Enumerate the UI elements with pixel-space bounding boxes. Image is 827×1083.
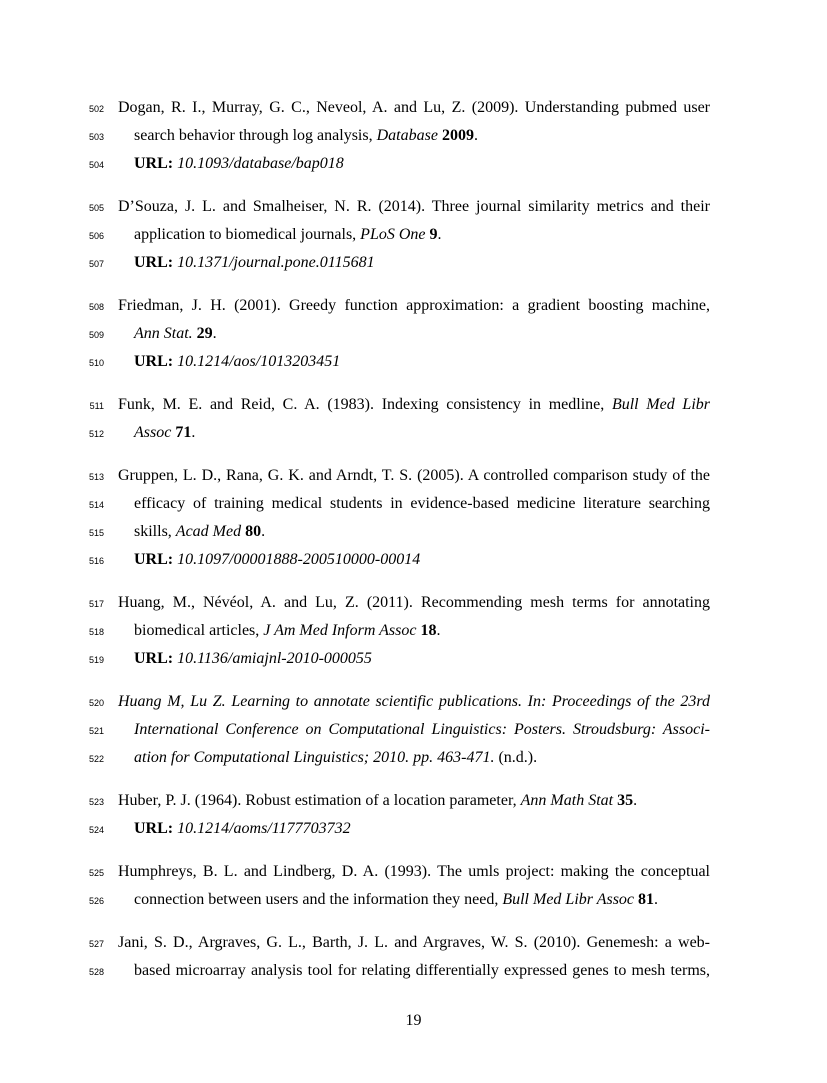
bold-text: 29 — [196, 325, 213, 342]
reference-line — [0, 649, 827, 677]
bold-text: 2009 — [441, 127, 474, 144]
line-number: 506 — [88, 231, 104, 241]
bold-text: URL: — [134, 551, 174, 568]
reference-text — [134, 225, 710, 245]
line-number: 523 — [88, 797, 104, 807]
bold-text: URL: — [134, 820, 174, 837]
italic-text: International Conference on Computational Linguistics: Posters. Stroudsburg: Associ- — [134, 721, 710, 738]
reference-line — [0, 890, 827, 918]
reference-line — [0, 748, 827, 776]
reference-line — [0, 791, 827, 819]
line-number: 505 — [88, 203, 104, 213]
line-number: 512 — [88, 429, 104, 439]
page-number: 19 — [405, 1012, 422, 1029]
line-number: 524 — [88, 825, 104, 835]
bold-text: 80 — [245, 523, 262, 540]
italic-text: Ann Stat. — [134, 325, 193, 342]
line-number: 527 — [88, 939, 104, 949]
line-number: 510 — [88, 358, 104, 368]
text-run: Friedman, J. H. (2001). Greedy function approximation: a gradient boosting machine, — [118, 297, 710, 314]
text-run: Huber, P. J. (1964). Robust estimation of a location parameter, — [118, 792, 521, 809]
reference-line — [0, 933, 827, 961]
line-number: 509 — [88, 330, 104, 340]
reference-text — [134, 819, 710, 839]
line-number: 521 — [88, 726, 104, 736]
reference-text — [134, 748, 710, 768]
reference-line — [0, 522, 827, 550]
bold-text: URL: — [134, 155, 174, 172]
italic-text: Database — [376, 127, 438, 144]
reference-line — [0, 720, 827, 748]
text-run: based microarray analysis tool for relating differentially expressed genes to mesh terms, — [134, 962, 710, 979]
line-number: 517 — [88, 599, 104, 609]
reference-text — [118, 98, 710, 118]
text-run: skills, — [134, 523, 176, 540]
italic-text: 10.1214/aos/1013203451 — [177, 353, 341, 370]
reference-text — [118, 197, 710, 217]
text-run: Jani, S. D., Argraves, G. L., Barth, J. L. and Argraves, W. S. (2010). Genemesh: a web- — [118, 934, 710, 951]
reference-line — [0, 423, 827, 451]
reference-text — [134, 649, 710, 669]
line-number: 513 — [88, 472, 104, 482]
text-run: application to biomedical journals, — [134, 226, 361, 243]
reference-line — [0, 253, 827, 281]
reference-text — [134, 522, 710, 542]
line-number: 515 — [88, 528, 104, 538]
reference-line — [0, 961, 827, 989]
reference-text — [134, 126, 710, 146]
text-run: . — [473, 127, 478, 144]
reference-text — [134, 154, 710, 174]
text-run: . — [654, 891, 659, 908]
bold-text: 9 — [429, 226, 438, 243]
reference-text — [118, 692, 710, 712]
italic-text: Bull Med Libr Assoc — [502, 891, 635, 908]
reference-text — [118, 791, 710, 811]
reference-line — [0, 352, 827, 380]
reference-text — [134, 890, 710, 910]
text-run: biomedical articles, — [134, 622, 264, 639]
line-number: 518 — [88, 627, 104, 637]
text-run: . — [436, 622, 441, 639]
reference-text — [134, 550, 710, 570]
reference-line — [0, 819, 827, 847]
italic-text: J Am Med Inform Assoc — [263, 622, 417, 639]
line-number: 504 — [88, 160, 104, 170]
reference-text — [118, 862, 710, 882]
reference-line — [0, 494, 827, 522]
line-number: 525 — [88, 868, 104, 878]
reference-line — [0, 126, 827, 154]
reference-text — [118, 593, 710, 613]
reference-line — [0, 621, 827, 649]
bold-text: URL: — [134, 254, 174, 271]
italic-text: 10.1214/aoms/1177703732 — [177, 820, 351, 837]
reference-text — [118, 933, 710, 953]
reference-text — [134, 494, 710, 514]
text-run: . — [437, 226, 442, 243]
reference-line — [0, 197, 827, 225]
bold-text: 18 — [420, 622, 437, 639]
line-number: 522 — [88, 754, 104, 764]
text-run: . — [212, 325, 217, 342]
italic-text: 10.1093/database/bap018 — [177, 155, 344, 172]
text-run: Dogan, R. I., Murray, G. C., Neveol, A. and Lu, Z. (2009). Understanding pubmed user — [118, 99, 710, 116]
reference-line — [0, 466, 827, 494]
line-number: 503 — [88, 132, 104, 142]
reference-text — [134, 324, 710, 344]
line-number: 526 — [88, 896, 104, 906]
italic-text: Assoc — [134, 424, 172, 441]
line-number: 520 — [88, 698, 104, 708]
text-run: efficacy of training medical students in evidence-based medicine literature searching — [134, 495, 710, 512]
line-number: 514 — [88, 500, 104, 510]
reference-line — [0, 395, 827, 423]
text-run: Funk, M. E. and Reid, C. A. (1983). Indexing consistency in medline, — [118, 396, 612, 413]
text-run: (n.d.). — [494, 749, 538, 766]
line-number: 511 — [89, 401, 104, 411]
text-run: Humphreys, B. L. and Lindberg, D. A. (1993). The umls project: making the conceptual — [118, 863, 710, 880]
reference-line — [0, 692, 827, 720]
reference-text — [134, 423, 710, 443]
text-run: . — [633, 792, 638, 809]
reference-text — [118, 296, 710, 316]
reference-line — [0, 296, 827, 324]
italic-text: 10.1097/00001888-200510000-00014 — [177, 551, 421, 568]
italic-text: 10.1136/amiajnl-2010-000055 — [177, 650, 372, 667]
italic-text: 10.1371/journal.pone.0115681 — [177, 254, 375, 271]
bold-text: 81 — [638, 891, 655, 908]
reference-line — [0, 154, 827, 182]
reference-text — [134, 720, 710, 740]
reference-text — [134, 352, 710, 372]
italic-text: Ann Math Stat — [520, 792, 614, 809]
line-number: 507 — [88, 259, 104, 269]
reference-line — [0, 225, 827, 253]
text-run: D’Souza, J. L. and Smalheiser, N. R. (2014). Three journal similarity metrics and their — [118, 198, 710, 215]
text-run: Huang, M., Névéol, A. and Lu, Z. (2011). Recommending mesh terms for annotating — [118, 594, 710, 611]
line-number: 502 — [88, 104, 104, 114]
text-run: connection between users and the information they need, — [134, 891, 503, 908]
reference-line — [0, 862, 827, 890]
italic-text: Huang M, Lu Z. Learning to annotate scientific publications. In: Proceedings of the 23rd — [118, 693, 710, 710]
bold-text: 35 — [617, 792, 634, 809]
reference-line — [0, 550, 827, 578]
reference-line — [0, 324, 827, 352]
line-number: 519 — [88, 655, 104, 665]
line-number: 508 — [88, 302, 104, 312]
text-run: . — [191, 424, 196, 441]
reference-text — [118, 466, 710, 486]
italic-text: PLoS One — [360, 226, 426, 243]
bold-text: URL: — [134, 353, 174, 370]
reference-line — [0, 98, 827, 126]
reference-text — [134, 621, 710, 641]
bold-text: 71 — [175, 424, 192, 441]
italic-text: Acad Med — [175, 523, 242, 540]
reference-text — [134, 961, 710, 981]
italic-text: ation for Computational Linguistics; 2010. pp. 463-471. — [134, 749, 495, 766]
text-run: Gruppen, L. D., Rana, G. K. and Arndt, T. S. (2005). A controlled comparison study of the — [118, 467, 710, 484]
reference-line — [0, 593, 827, 621]
text-run: search behavior through log analysis, — [134, 127, 377, 144]
line-number: 528 — [88, 967, 104, 977]
bold-text: URL: — [134, 650, 174, 667]
text-run: . — [261, 523, 266, 540]
reference-text — [134, 253, 710, 273]
italic-text: Bull Med Libr — [611, 396, 710, 413]
line-number: 516 — [88, 556, 104, 566]
reference-text — [118, 395, 710, 415]
